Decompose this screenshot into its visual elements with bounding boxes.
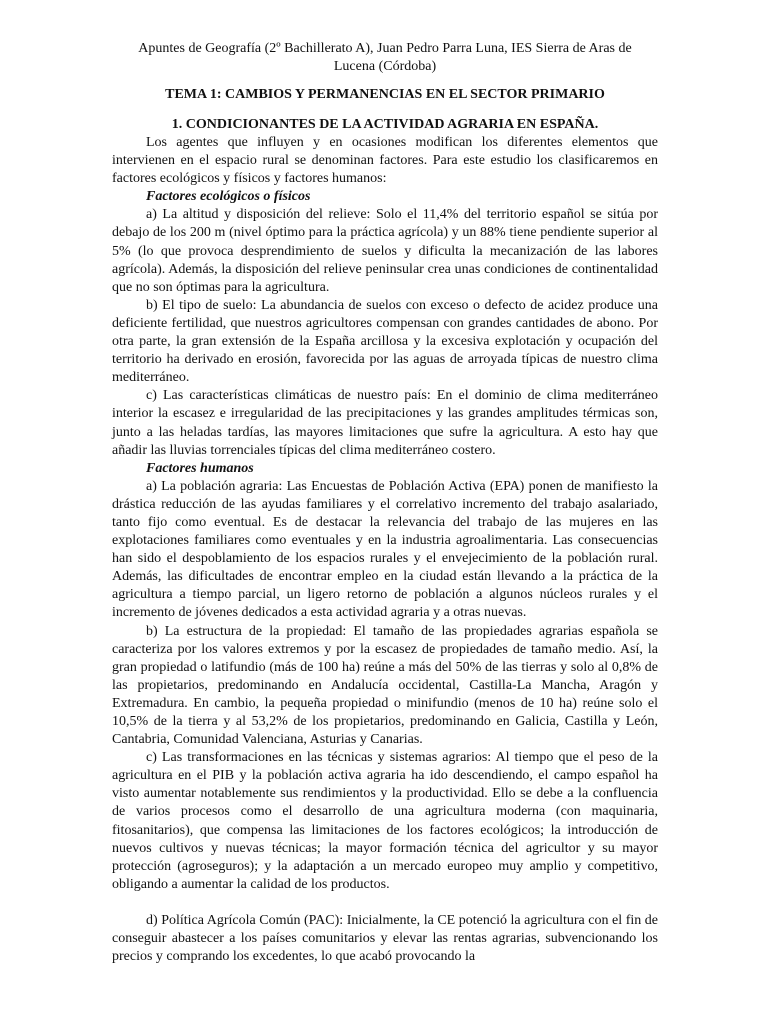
header-line-1: Apuntes de Geografía (2º Bachillerato A), Juan Pedro Parra Luna, IES Sierra de Aras de bbox=[138, 41, 632, 56]
paragraph-suelo: b) El tipo de suelo: La abundancia de suelos con exceso o defecto de acidez produce una deficiente fertilidad, que nuestros agricultores compensan con grandes cantidades de abono. Por otra parte, la gran extensión de la España arcillosa y la excesiva explotación y ocupación del territorio ha derivado en erosión, favorecida por las aguas de arroyada típicas de nuestro clima mediterráneo. bbox=[112, 297, 658, 386]
paragraph-tecnicas: c) Las transformaciones en las técnicas y sistemas agrarios: Al tiempo que el peso de la agricultura en el PIB y la población activa agraria ha ido descendiendo, el campo español ha visto aumentar notablemente sus rendimientos y la productividad. Ello se debe a la confluencia de varios procesos como el desarrollo de una agricultura moderna (con maquinaria, fitosanitarios), que compensa las limitaciones de los factores ecológicos; la introducción de nuevos cultivos y nuevas técnicas; la mayor formación técnica del agricultor y su mayor protección (agroseguros); y la adaptación a un mercado europeo muy amplio y competitivo, obligando a aumentar la calidad de los productos. bbox=[112, 750, 658, 892]
tema-title: TEMA 1: CAMBIOS Y PERMANENCIAS EN EL SECTOR PRIMARIO bbox=[165, 87, 605, 102]
paragraph-clima: c) Las características climáticas de nuestro país: En el dominio de clima mediterráneo interior la escasez e irregularidad de las precipitaciones y las grandes amplitudes térmicas son, junto a las heladas tardías, las mayores limitaciones que sufre la agricultura. A esto hay que añadir las lluvias torrenciales típicas del clima mediterráneo costero. bbox=[112, 388, 658, 458]
subheading-ecologicos: Factores ecológicos o físicos bbox=[146, 189, 311, 205]
intro-paragraph: Los agentes que influyen y en ocasiones modifican los diferentes elementos que intervienen en el espacio rural se denominan factores. Para este estudio los clasificaremos en factores ecológicos y físicos y factores humanos: bbox=[112, 135, 658, 187]
header-line-2: Lucena (Córdoba) bbox=[333, 59, 437, 74]
spacer bbox=[112, 894, 658, 912]
section-title: 1. CONDICIONANTES DE LA ACTIVIDAD AGRARIA EN ESPAÑA. bbox=[171, 117, 599, 132]
paragraph-poblacion: a) La población agraria: Las Encuestas de Población Activa (EPA) ponen de manifiesto la drástica reducción de las ayudas familiares y el correlativo incremento del trabajo asalariado, tanto fijo como eventual. Es de destacar la relevancia del trabajo de las mujeres en las explotaciones familiares como eventuales y en la industria agroalimentaria. Las consecuencias han sido el despoblamiento de los espacios rurales y el envejecimiento de la población rural. Además, las dificultades de encontrar empleo en la ciudad están llevando a la práctica de la agricultura a tiempo parcial, un ligero retorno de población a algunos núcleos rurales y el incremento de jóvenes dedicados a esta actividad agraria y a otras nuevas. bbox=[112, 478, 658, 621]
paragraph-propiedad: b) La estructura de la propiedad: El tamaño de las propiedades agrarias española se caracteriza por los valores extremos y por la escasez de propiedades de tamaño medio. Así, la gran propiedad o latifundio (más de 100 ha) reúne a más del 50% de las tierras y solo al 0,8% de las propietarios, predominando en Andalucía occidental, Castilla-La Mancha, Aragón y Extremadura. En cambio, la pequeña propiedad o minifundio (menos de 10 ha) reúne solo el 10,5% de la tierra y al 53,2% de los propietarios, predominando en Galicia, Castilla y León, Cantabria, Comunidad Valenciana, Asturias y Canarias. bbox=[112, 623, 658, 748]
subheading-humanos: Factores humanos bbox=[146, 460, 254, 476]
paragraph-pac: d) Política Agrícola Común (PAC): Inicialmente, la CE potenció la agricultura con el fin de conseguir abastecer a los países comunitarios y elevar las rentas agrarias, subvencionando los precios y comprando los excedentes, lo que acabó provocando la bbox=[112, 912, 658, 965]
paragraph-relieve: a) La altitud y disposición del relieve: Solo el 11,4% del territorio español se sitúa por debajo de los 200 m (nivel óptimo para la práctica agrícola) y un 88% tiene pendiente superior al 5% (lo que provoca desprendimiento de suelos y dificulta la mecanización de las labores agrícola). Además, la disposición del relieve peninsular crea unas condiciones de continentalidad que no son óptimas para la agricultura. bbox=[112, 207, 658, 295]
